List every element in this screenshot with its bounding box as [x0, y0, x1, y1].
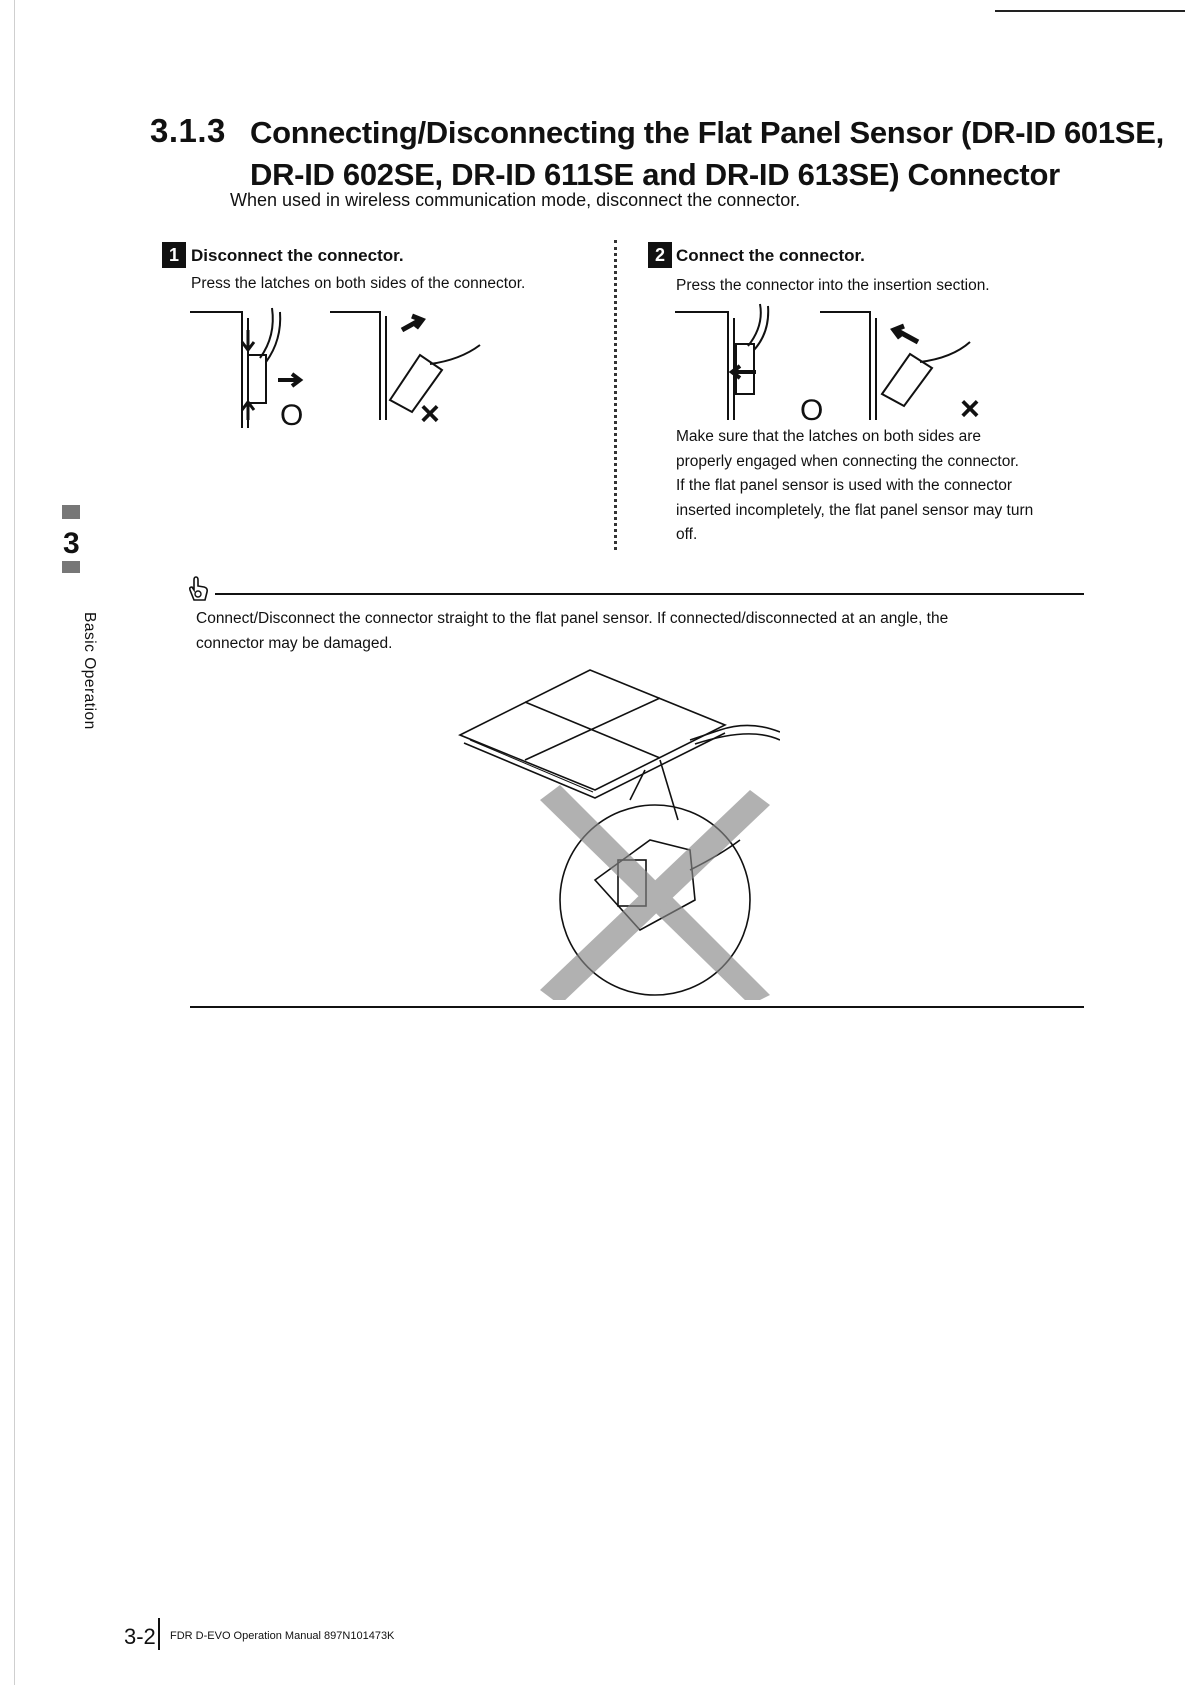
- caution-line: Connect/Disconnect the connector straight to the flat panel sensor. If connected/disconnected at an angle, the: [196, 610, 949, 627]
- step-2-note-line: off.: [676, 526, 698, 543]
- caution-line: connector may be damaged.: [196, 635, 393, 652]
- section-title: [250, 112, 1164, 196]
- step-1-description: Press the latches on both sides of the connector.: [191, 275, 526, 292]
- caution-rule: [215, 593, 1084, 595]
- footer-text: FDR D-EVO Operation Manual 897N101473K: [170, 1630, 395, 1642]
- section-number: 3.1.3: [150, 112, 226, 149]
- step-2-note-line: inserted incompletely, the flat panel sensor may turn: [676, 501, 1034, 519]
- step-2-title: Connect the connector.: [676, 246, 865, 265]
- step-2-note: [676, 425, 1096, 548]
- step-2-correct-mark: O: [800, 394, 824, 427]
- chapter-number: 3: [63, 527, 80, 560]
- section-intro: When used in wireless communication mode, disconnect the connector.: [230, 190, 801, 210]
- column-divider: [614, 240, 617, 550]
- section-title-line-1: Connecting/Disconnecting the Flat Panel Sensor (DR-ID 601SE,: [250, 115, 1164, 150]
- angled-connection-illustration: [450, 660, 780, 1000]
- step-2-incorrect-mark: ×: [960, 390, 980, 427]
- page-edge-line: [14, 0, 15, 1685]
- chapter-label: Basic Operation: [81, 612, 98, 730]
- caution-text: [196, 606, 1076, 656]
- section-bottom-rule: [190, 1006, 1084, 1008]
- step-2-description: Press the connector into the insertion section.: [676, 277, 990, 294]
- step-1-correct-mark: O: [280, 399, 304, 430]
- hand-pointer-icon: [186, 576, 210, 602]
- page-number: 3-2: [124, 1624, 156, 1649]
- step-1-badge: 1: [162, 242, 186, 268]
- step-2-note-line: Make sure that the latches on both sides are: [676, 428, 982, 445]
- step-1-incorrect-mark: ×: [420, 395, 440, 430]
- step-2-badge: 2: [648, 242, 672, 268]
- footer-separator: [158, 1618, 160, 1650]
- step-2-note-line: If the flat panel sensor is used with the connector: [676, 477, 1013, 494]
- step-1-title: Disconnect the connector.: [191, 246, 404, 265]
- step-2-illustration: [670, 302, 1030, 427]
- section-title-line-2: DR-ID 602SE, DR-ID 611SE and DR-ID 613SE) Connector: [250, 157, 1060, 192]
- step-1-illustration: [180, 300, 520, 430]
- top-rule: [995, 10, 1185, 12]
- chapter-tab: [60, 505, 84, 575]
- step-2-note-line: properly engaged when connecting the connector.: [676, 452, 1019, 470]
